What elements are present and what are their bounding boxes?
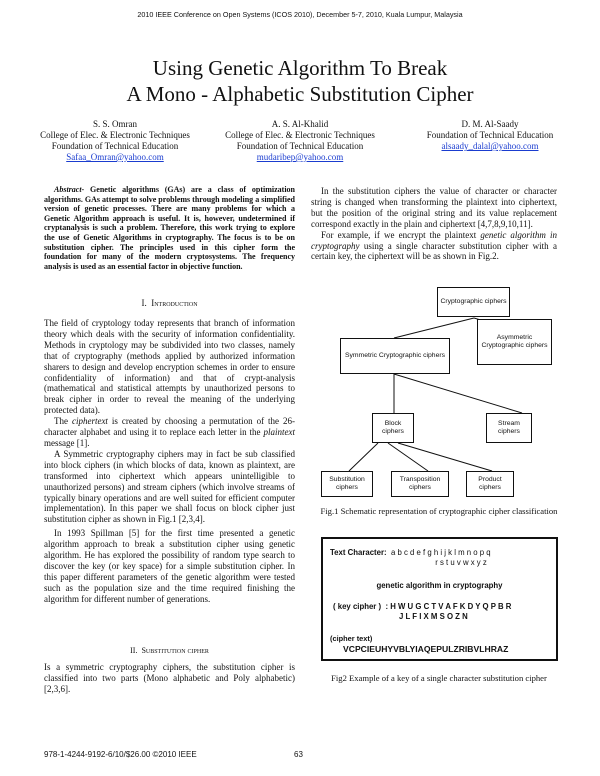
paragraph: Is a symmetric cryptography ciphers, the substitution cipher is classified into two parts (Mono alphabetic and Poly alphabetic) [2,3,6].: [44, 662, 295, 694]
node-block-ciphers: Block ciphers: [372, 413, 414, 443]
connector-line: [394, 318, 474, 338]
ciphertext-example: VCPCIEUHYVBLYIAQEPULZRIBVLHRAZ: [343, 644, 509, 654]
cipher-text-label: (cipher text): [330, 634, 373, 643]
author-email-link[interactable]: alsaady_dalal@yahoo.com: [441, 141, 539, 151]
paragraph: For example, if we encrypt the plaintext genetic algorithm in cryptography using a single character substitution cipher with a certain key, the ciphertext will be as shown in Fig.2.: [311, 229, 557, 262]
connector-line: [394, 374, 522, 413]
node-stream-ciphers: Stream ciphers: [486, 413, 532, 443]
key-line-2: J L F I X M S O Z N: [399, 612, 468, 621]
abstract: [44, 185, 295, 271]
figure-2-caption: Fig2 Example of a key of a single character substitution cipher: [331, 673, 547, 683]
right-body: [311, 186, 557, 262]
paragraph: A Symmetric cryptography ciphers may in fact be sub classified into block ciphers (in which blocks of data, known as plaintext, are transformed into ciphertext which appears unintelligible to unauthorized persons) and stream ciphers (which involve streams of typically binary operations and are well suited for efficient computer implementation). In this paper we shall focus on block cipher just substitution cipher as shown in Fig.1 [2,3,4].: [44, 448, 295, 525]
substitution-body: [44, 662, 295, 695]
alphabet-line-2: r s t u v w x y z: [435, 558, 487, 567]
section-heading: II. Substitution cipher: [130, 646, 209, 655]
author-3: [395, 119, 585, 152]
author-affiliation: Foundation of Technical Education: [426, 130, 554, 140]
cipher-classification-diagram: [300, 285, 570, 500]
author-name: D. M. Al-Saady: [461, 119, 519, 129]
paper-title: [0, 55, 600, 107]
node-cryptographic-ciphers: Cryptographic ciphers: [437, 287, 510, 317]
footer-isbn: 978-1-4244-9192-6/10/$26.00 ©2010 IEEE: [44, 750, 197, 759]
paragraph: In 1993 Spillman [5] for the first time presented a genetic algorithm approach to break a substitution cipher using genetic algorithm. He has explored the possibility of random type search to discover the key (or key space) for a simple substitution cipher. In this paper different parameters of the genetic algorithm were tested such as the population size and the time required finishing the algorithm for different number of generations.: [44, 528, 295, 604]
alphabet-row: [330, 548, 552, 568]
author-affiliation: Foundation of Technical Education: [236, 141, 364, 151]
author-1: [20, 119, 210, 163]
abstract-text: Genetic algorithms (GAs) are a class of optimization algorithms. GAs attempt to solve problems through modeling a simplified version of genetic processes. There are many problems for which a Genetic Algorithm approach is useful. It is, however, undetermined if cryptanalysis is such a problem. Therefore, this work trying to explore the use of Genetic Algorithms in cryptography. The focus is to be on substitution cipher. The principles used in this cipher form the foundation for many of the modern cryptosystems. The frequency analysis is used as an essential factor in objective function.: [44, 185, 295, 271]
page-number: 63: [294, 750, 303, 759]
section-heading: I. Introduction: [141, 298, 198, 308]
figure-1-caption: Fig.1 Schematic representation of cryptographic cipher classification: [320, 506, 558, 516]
paragraph: In the substitution ciphers the value of character or character string is changed when transforming the plaintext into ciphertext, but the position of the original string and its value replacement correspond exactly in the plain and ciphertext [4,7,8,9,10,11].: [311, 186, 557, 229]
connector-line: [349, 443, 378, 471]
author-affiliation: Foundation of Technical Education: [51, 141, 179, 151]
alphabet-line-1: a b c d e f g h i j k l m n o p q: [390, 548, 491, 557]
title-line-1: Using Genetic Algorithm To Break: [152, 56, 448, 80]
plaintext-example: genetic algorithm in cryptography: [376, 581, 503, 590]
author-affiliation: College of Elec. & Electronic Techniques: [225, 130, 375, 140]
paragraph: The ciphertext is created by choosing a permutation of the 26-character alphabet and using it to replace each letter in the plaintext message [1].: [44, 416, 295, 448]
author-affiliation: College of Elec. & Electronic Techniques: [40, 130, 190, 140]
section-introduction: [44, 298, 295, 309]
node-symmetric-ciphers: Symmetric Cryptographic ciphers: [340, 338, 450, 374]
connector-line: [388, 443, 428, 471]
author-email-link[interactable]: Safaa_Omran@yahoo.com: [66, 152, 164, 162]
author-2: [205, 119, 395, 163]
node-substitution-ciphers: Substitution ciphers: [321, 471, 373, 497]
node-asymmetric-ciphers: Asymmetric Cryptographic ciphers: [477, 319, 552, 365]
intro-body: [44, 318, 295, 605]
node-transposition-ciphers: Transposition ciphers: [391, 471, 449, 497]
key-cipher-label: ( key cipher ): [333, 602, 382, 611]
conference-header: 2010 IEEE Conference on Open Systems (ICOS 2010), December 5-7, 2010, Kuala Lumpur, Malaysia: [137, 10, 463, 19]
cipher-example-frame: [321, 537, 558, 661]
author-name: A. S. Al-Khalid: [271, 119, 329, 129]
key-line-1: : H W U G C T V A F K D Y Q P B R: [385, 602, 512, 611]
paragraph: The field of cryptology today represents that branch of information theory which deals with the security of information confidentiality. Methods in cryptology may be subdivided into two classes, namely that of cryptography (methods applied by authorized information sharers to design and develop encryption schemes in order to ensure confidentiality of information) and that of crypt-analysis (mathematical and statistical attempts by unauthorized persons to break cipher in order to reveal the meaning of the underlying protected data).: [44, 318, 295, 416]
node-product-ciphers: Product ciphers: [466, 471, 514, 497]
connector-line: [398, 443, 492, 471]
section-substitution: [44, 646, 295, 657]
key-cipher-row: [333, 602, 553, 622]
author-email-link[interactable]: mudaribep@yahoo.com: [256, 152, 344, 162]
title-line-2: A Mono - Alphabetic Substitution Cipher: [126, 82, 474, 106]
abstract-label: Abstract-: [54, 185, 85, 194]
text-character-label: Text Character:: [330, 548, 387, 557]
author-name: S. S. Omran: [92, 119, 137, 129]
